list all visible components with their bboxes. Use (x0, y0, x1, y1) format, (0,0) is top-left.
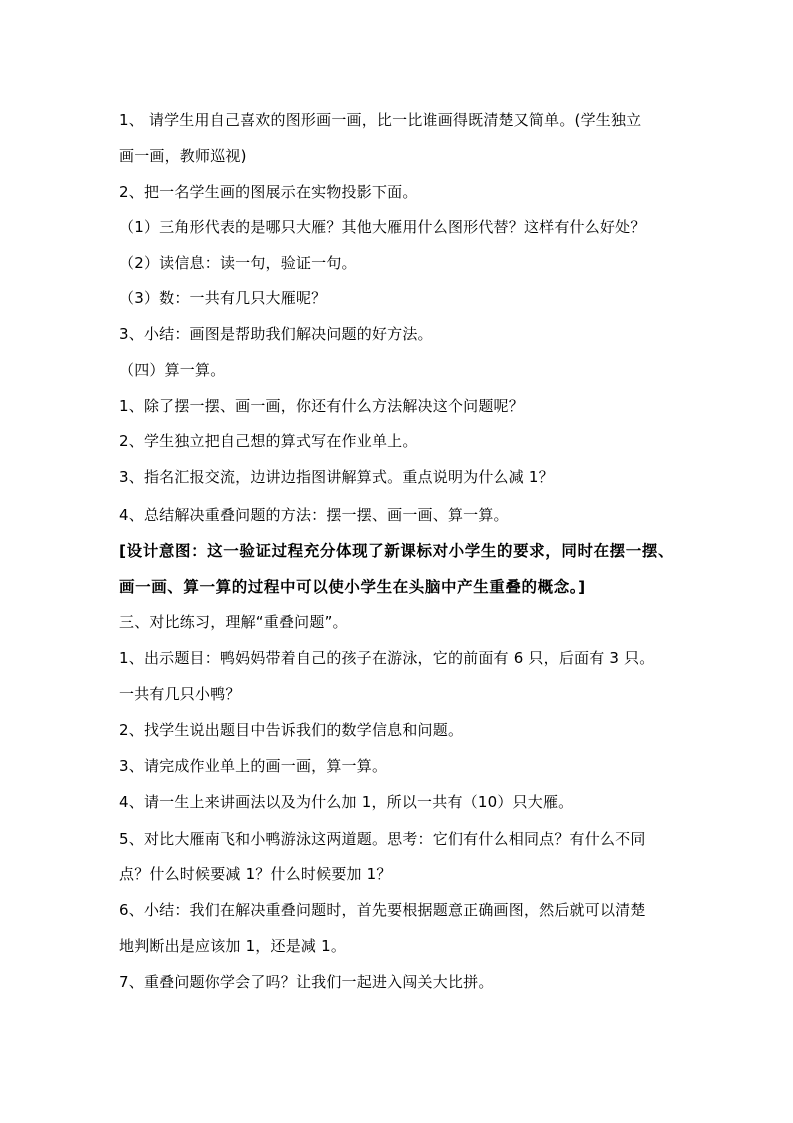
design-intent-note: [设计意图：这一验证过程充分体现了新课标对小学生的要求，同时在摆一摆、 (119, 542, 675, 560)
paragraph-line: （1）三角形代表的是哪只大雁？其他大雁用什么图形代替？这样有什么好处？ (119, 218, 646, 236)
paragraph-line: 地判断出是应该加 1，还是减 1。 (119, 937, 347, 955)
section-heading: 三、对比练习，理解“重叠问题”。 (119, 613, 348, 631)
paragraph-line: 3、请完成作业单上的画一画，算一算。 (119, 757, 388, 775)
paragraph-line: 4、总结解决重叠问题的方法：摆一摆、画一画、算一算。 (119, 506, 509, 524)
paragraph-line: 3、指名汇报交流，边讲边指图讲解算式。重点说明为什么减 1？ (119, 468, 554, 486)
paragraph-line: 4、请一生上来讲画法以及为什么加 1，所以一共有（10）只大雁。 (119, 793, 574, 811)
paragraph-line: 2、把一名学生画的图展示在实物投影下面。 (119, 183, 418, 201)
paragraph-line: （2）读信息：读一句，验证一句。 (119, 254, 357, 272)
section-heading: （四）算一算。 (119, 361, 226, 379)
paragraph-line: 画一画，教师巡视) (119, 147, 247, 165)
paragraph-line: 6、小结：我们在解决重叠问题时，首先要根据题意正确画图，然后就可以清楚 (119, 901, 646, 919)
paragraph-line: 3、小结：画图是帮助我们解决问题的好方法。 (119, 325, 433, 343)
paragraph-line: 1、 请学生用自己喜欢的图形画一画，比一比谁画得既清楚又简单。(学生独立 (119, 111, 642, 129)
paragraph-line: 2、学生独立把自己想的算式写在作业单上。 (119, 432, 418, 450)
paragraph-line: 1、出示题目：鸭妈妈带着自己的孩子在游泳，它的前面有 6 只，后面有 3 只。 (119, 649, 655, 667)
paragraph-line: （3）数：一共有几只大雁呢？ (119, 289, 327, 307)
paragraph-line: 5、对比大雁南飞和小鸭游泳这两道题。思考：它们有什么相同点？有什么不同 (119, 830, 646, 848)
paragraph-line: 1、除了摆一摆、画一画，你还有什么方法解决这个问题呢？ (119, 397, 524, 415)
paragraph-line: 一共有几只小鸭？ (119, 685, 241, 703)
paragraph-line: 2、找学生说出题目中告诉我们的数学信息和问题。 (119, 721, 464, 739)
design-intent-note: 画一画、算一算的过程中可以使小学生在头脑中产生重叠的概念。] (119, 578, 586, 596)
paragraph-line: 7、重叠问题你学会了吗？让我们一起进入闯关大比拼。 (119, 973, 494, 991)
paragraph-line: 点？什么时候要减 1？什么时候要加 1？ (119, 865, 392, 883)
